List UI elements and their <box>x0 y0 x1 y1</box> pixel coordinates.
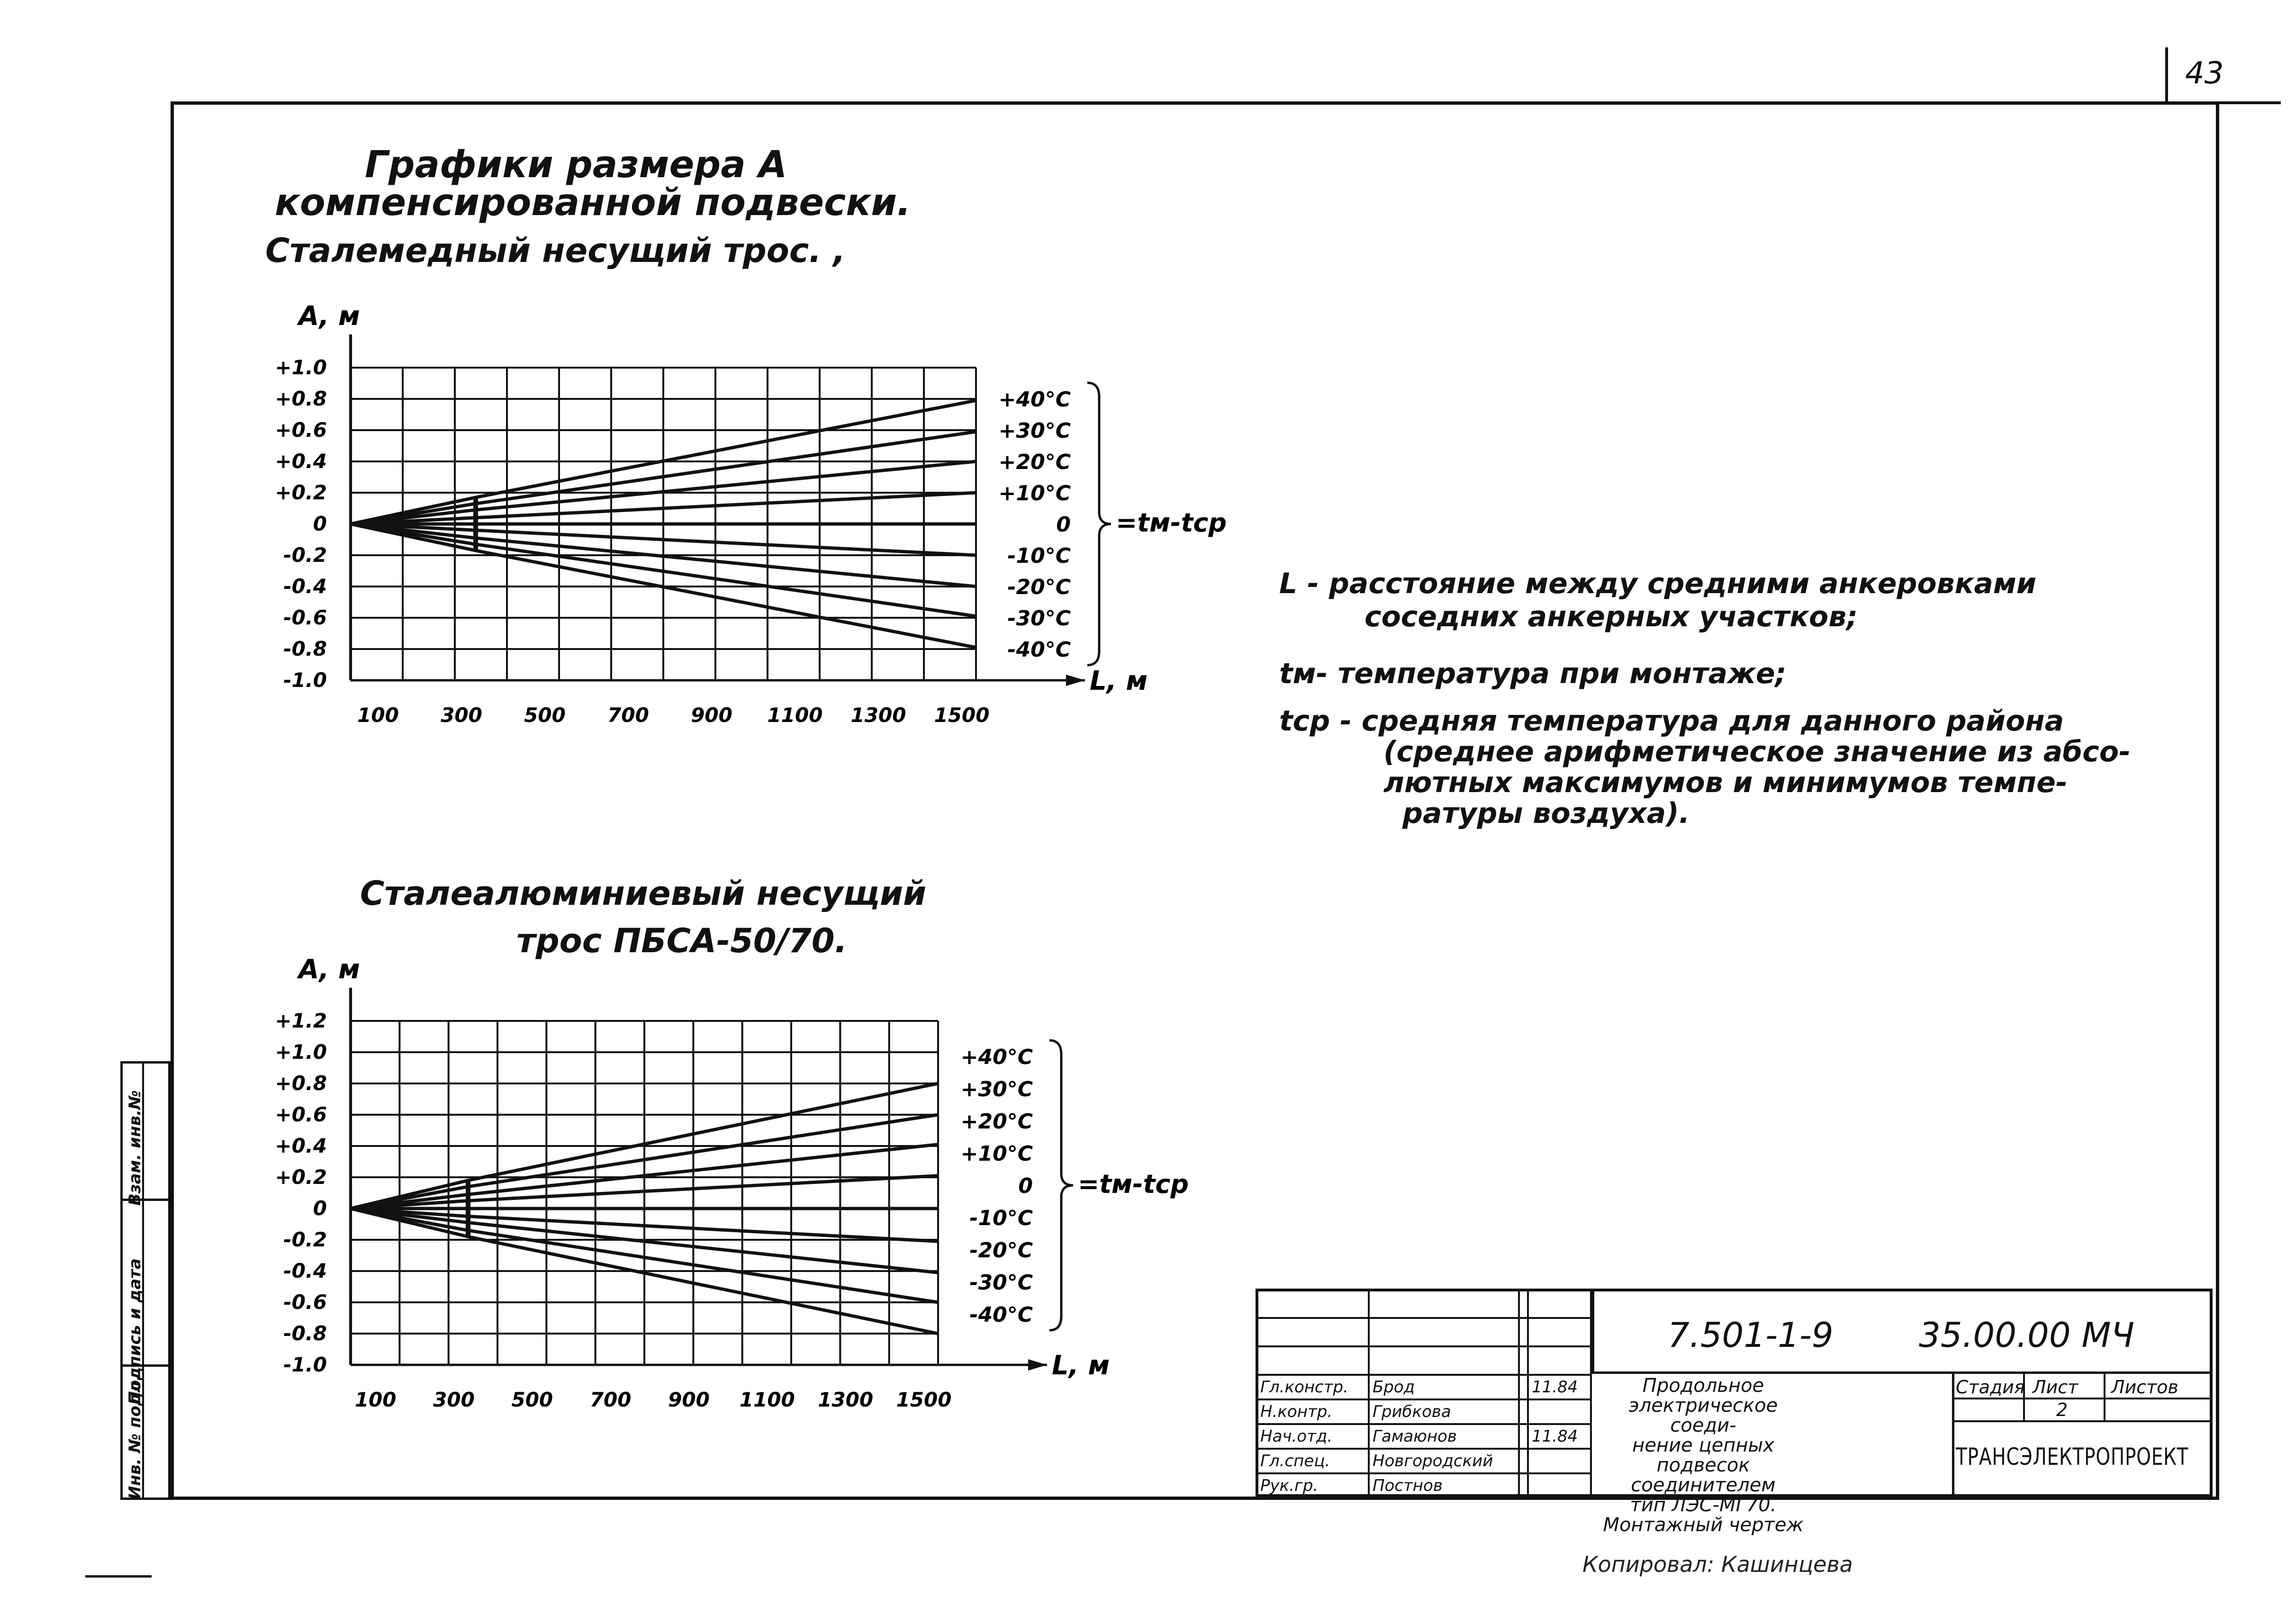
series-label: -20°C <box>969 1238 1033 1263</box>
description-line: нение цепных подвесок <box>1632 1435 1774 1476</box>
row-date: 11.84 <box>1528 1375 1591 1399</box>
brace <box>1087 383 1111 665</box>
series-label: -10°C <box>969 1206 1033 1230</box>
y-tick-label: +0.4 <box>275 450 327 473</box>
series-label: +20°C <box>998 450 1071 474</box>
row-date <box>1528 1449 1591 1473</box>
note-L-line-1: L - расстояние между средними анкеровками <box>1279 567 2036 600</box>
series-label: -40°C <box>1007 638 1071 662</box>
sheet-label: Лист <box>2033 1377 2078 1398</box>
row-role: Нач.отд. <box>1256 1424 1369 1449</box>
side-stamp-signature: Подпись и дата <box>126 1258 145 1405</box>
y-tick-label: -0.6 <box>283 606 327 629</box>
series-label: -30°C <box>1007 606 1071 631</box>
x-tick-label: 700 <box>607 704 649 727</box>
chart2-caption-line-2: трос ПБСА-50/70. <box>516 921 848 960</box>
y-tick-label: -0.2 <box>283 1228 327 1251</box>
row-role: Гл.констр. <box>1256 1375 1369 1399</box>
row-signature <box>1519 1399 1528 1424</box>
note-tcp-line-3: лютных максимумов и минимумов темпе- <box>1383 766 2068 799</box>
x-tick-label: 300 <box>441 704 482 727</box>
note-tcp-line-4: ратуры воздуха). <box>1402 797 1690 830</box>
page-number: 43 <box>2165 47 2281 104</box>
x-tick-label: 900 <box>668 1388 710 1411</box>
series-label: -10°C <box>1007 544 1071 568</box>
x-axis-arrow <box>1028 1359 1047 1371</box>
y-tick-label: -0.4 <box>283 575 327 598</box>
footer-copied-by: Копировал: Кашинцева <box>1582 1552 1853 1577</box>
row-name: Новгородский <box>1369 1449 1519 1473</box>
sheets-label: Листов <box>2111 1377 2178 1398</box>
y-tick-label: -0.8 <box>283 637 327 660</box>
y-tick-label: -0.6 <box>283 1290 327 1314</box>
description-line: Монтажный чертеж <box>1603 1514 1804 1536</box>
chart-steel-aluminium <box>237 929 1279 1421</box>
x-tick-label: 1500 <box>896 1388 952 1411</box>
row-signature <box>1519 1449 1528 1473</box>
description <box>1601 1376 1805 1535</box>
brace-label: =tм-tср <box>1078 1169 1189 1199</box>
title-block <box>1256 1289 2213 1536</box>
x-axis-label: L, м <box>1052 1350 1110 1381</box>
y-tick-label: -1.0 <box>283 1353 327 1376</box>
description-line: соединителем <box>1631 1474 1776 1496</box>
row-signature <box>1519 1473 1528 1498</box>
row-name: Гамаюнов <box>1369 1424 1519 1449</box>
x-tick-label: 1100 <box>767 704 823 727</box>
row-date <box>1528 1473 1591 1498</box>
y-axis-label: А, м <box>298 301 360 332</box>
side-stamp-replace: Взам. инв.№ <box>126 1090 145 1206</box>
organization-name: ТРАНСЭЛЕКТРОПРОЕКТ <box>1956 1443 2189 1471</box>
y-tick-label: +0.4 <box>275 1134 327 1157</box>
x-tick-label: 900 <box>691 704 732 727</box>
x-axis-label: L, м <box>1090 666 1148 696</box>
x-axis-arrow <box>1066 675 1085 686</box>
y-axis-label: А, м <box>298 954 360 985</box>
series-label: +30°C <box>960 1077 1033 1101</box>
y-tick-label: -0.2 <box>283 543 327 567</box>
x-tick-label: 1100 <box>739 1388 795 1411</box>
y-tick-label: +0.2 <box>275 481 327 504</box>
y-tick-label: -0.8 <box>283 1322 327 1345</box>
x-tick-label: 1300 <box>818 1388 874 1411</box>
row-role: Рук.гр. <box>1256 1473 1369 1498</box>
row-signature <box>1519 1375 1528 1399</box>
y-tick-label: +0.8 <box>275 387 327 410</box>
y-tick-label: +0.6 <box>275 418 327 442</box>
description-line: тип ЛЭС-МГ70. <box>1630 1494 1777 1516</box>
row-name: Грибкова <box>1369 1399 1519 1424</box>
footer-line <box>85 1575 152 1578</box>
y-tick-label: -0.4 <box>283 1259 327 1282</box>
series-label: +10°C <box>998 481 1071 505</box>
y-tick-label: 0 <box>313 512 327 535</box>
brace <box>1049 1040 1073 1330</box>
x-tick-label: 100 <box>354 1388 397 1411</box>
series-label: -40°C <box>969 1303 1033 1327</box>
title-line-1: Графики размера А <box>365 144 787 186</box>
stage-label: Стадия <box>1956 1377 2025 1398</box>
side-stamp <box>120 1061 171 1500</box>
row-signature <box>1519 1424 1528 1449</box>
row-date: 11.84 <box>1528 1424 1591 1449</box>
chart2-caption-line-1: Сталеалюминиевый несущий <box>360 874 927 913</box>
side-stamp-inv: Инв. № подл. <box>126 1374 145 1499</box>
row-role: Н.контр. <box>1256 1399 1369 1424</box>
y-tick-label: -1.0 <box>283 668 327 692</box>
chart-steel-copper <box>237 265 1279 749</box>
description-line: электрическое соеди- <box>1628 1395 1778 1436</box>
note-tm: tм- температура при монтаже; <box>1279 657 1787 690</box>
x-tick-label: 300 <box>433 1388 475 1411</box>
x-tick-label: 500 <box>511 1388 553 1411</box>
row-date <box>1528 1399 1591 1424</box>
x-tick-label: 100 <box>357 704 399 727</box>
note-tcp-line-2: (среднее арифметическое значение из абсо- <box>1383 735 2131 768</box>
series-label: 0 <box>1018 1174 1033 1198</box>
y-tick-label: +0.8 <box>275 1072 327 1095</box>
y-tick-label: +1.0 <box>275 356 327 379</box>
sheet-value: 2 <box>2056 1399 2068 1420</box>
series-label: 0 <box>1056 513 1071 537</box>
y-tick-label: +0.2 <box>275 1165 327 1189</box>
y-tick-label: +1.0 <box>275 1040 327 1064</box>
row-role: Гл.спец. <box>1256 1449 1369 1473</box>
note-L-line-2: соседних анкерных участков; <box>1364 600 1858 633</box>
series-label: +10°C <box>960 1142 1033 1166</box>
x-tick-label: 1500 <box>934 704 990 727</box>
series-label: -20°C <box>1007 575 1071 599</box>
brace-label: =tм-tср <box>1116 508 1227 538</box>
x-tick-label: 700 <box>589 1388 632 1411</box>
x-tick-label: 1300 <box>850 704 906 727</box>
y-tick-label: +1.2 <box>275 1009 327 1032</box>
chart1-caption: Сталемедный несущий трос. , <box>265 231 846 270</box>
signature-table <box>1256 1289 1592 1499</box>
series-label: +40°C <box>960 1045 1033 1069</box>
y-tick-label: +0.6 <box>275 1103 327 1126</box>
series-label: +40°C <box>998 388 1071 412</box>
row-name: Брод <box>1369 1375 1519 1399</box>
y-tick-label: 0 <box>313 1197 327 1220</box>
row-name: Постнов <box>1369 1473 1519 1498</box>
title-line-2: компенсированной подвески. <box>275 181 911 224</box>
description-line: Продольное <box>1642 1375 1764 1397</box>
series-label: +30°C <box>998 419 1071 443</box>
series-label: +20°C <box>960 1110 1033 1134</box>
doc-code: 7.501-1-9 <box>1668 1315 1834 1355</box>
series-label: -30°C <box>969 1271 1033 1295</box>
note-tcp-line-1: tср - средняя температура для данного района <box>1279 704 2064 738</box>
x-tick-label: 500 <box>524 704 566 727</box>
sheet-code: 35.00.00 МЧ <box>1919 1315 2134 1355</box>
